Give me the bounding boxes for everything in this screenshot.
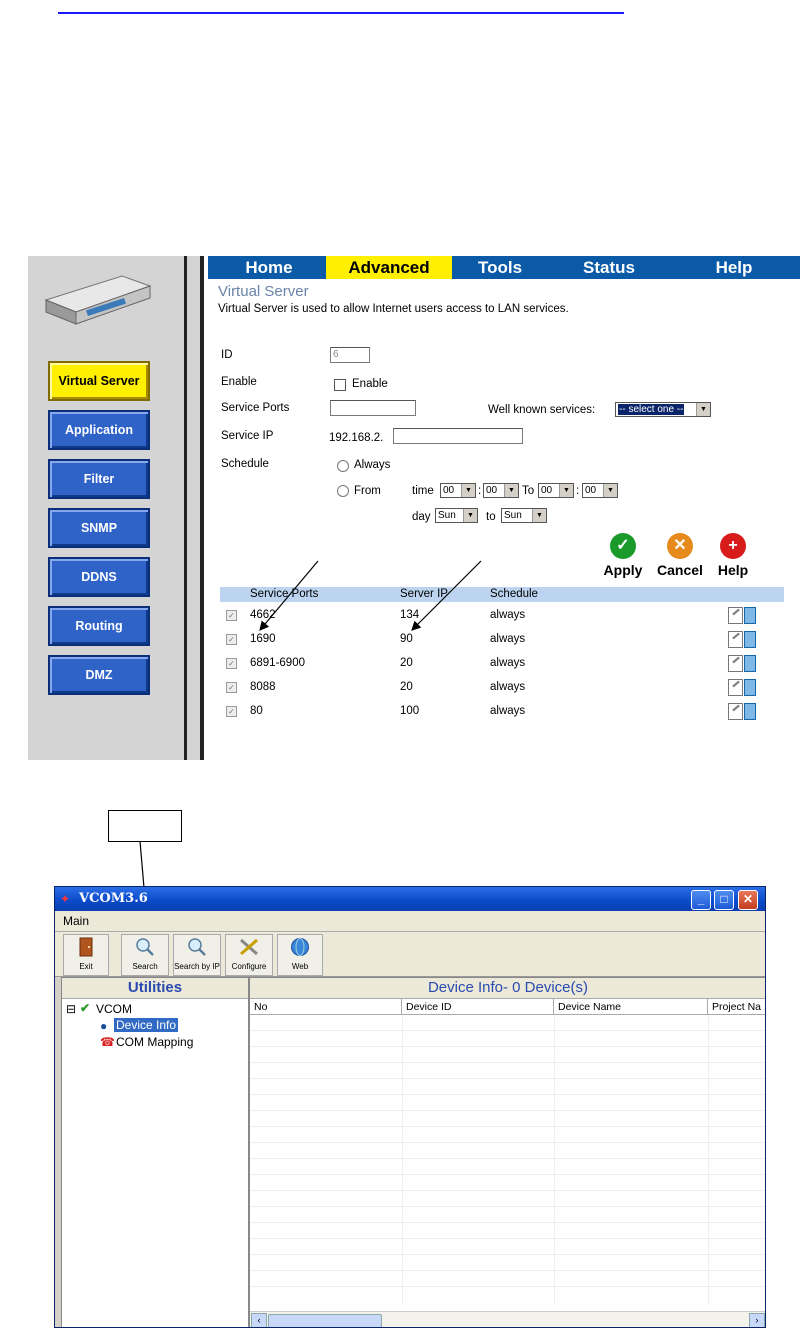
day-to-label: to (486, 511, 496, 523)
nav-snmp-button[interactable]: SNMP (48, 508, 150, 548)
menu-bar (55, 911, 765, 932)
grid-line (250, 1254, 766, 1255)
nav-routing-button[interactable]: Routing (48, 606, 150, 646)
row-port: 8088 (250, 681, 276, 693)
search-icon (134, 937, 156, 957)
grid-line (250, 1062, 766, 1063)
service-ip-label: Service IP (221, 430, 274, 442)
time-to-hour-value: 00 (541, 485, 553, 496)
id-label: ID (221, 349, 233, 361)
schedule-label: Schedule (221, 458, 269, 470)
grid-line (250, 1126, 766, 1127)
row-checkbox[interactable]: ✓ (226, 682, 237, 693)
chevron-down-icon: ▼ (463, 509, 477, 522)
grid-line (250, 1158, 766, 1159)
row-port: 4662 (250, 609, 276, 621)
id-field[interactable]: 6 (330, 347, 370, 363)
web-label: Web (291, 962, 309, 971)
utilities-title: Utilities (62, 978, 248, 999)
chevron-down-icon: ▼ (532, 509, 546, 522)
row-schedule: always (490, 633, 526, 645)
tree-com-mapping[interactable]: COM Mapping (116, 1035, 194, 1049)
nav-application-button[interactable]: Application (48, 410, 150, 450)
nav-filter-button[interactable]: Filter (48, 459, 150, 499)
device-info-pane (249, 977, 766, 1328)
row-ip: 90 (400, 633, 413, 645)
configure-label: Configure (231, 962, 267, 971)
grid-line (250, 1078, 766, 1079)
check-icon: ✓ (610, 533, 636, 559)
vcom-window (54, 886, 766, 1328)
search-by-ip-label: Search by IP (174, 962, 220, 971)
app-icon: ✦ (60, 892, 71, 906)
nav-dmz-button[interactable]: DMZ (48, 655, 150, 695)
cancel-icon: ✕ (667, 533, 693, 559)
row-checkbox[interactable]: ✓ (226, 658, 237, 669)
globe-icon: ● (100, 1019, 108, 1033)
utilities-pane (61, 977, 249, 1328)
grid-line (250, 1238, 766, 1239)
grid-line (250, 1270, 766, 1271)
tab-status[interactable]: Status (583, 258, 635, 277)
to-label: To (522, 485, 535, 497)
well-known-services-value: -- select one -- (619, 404, 684, 415)
grid-line (250, 1110, 766, 1111)
time-from-hour-value: 00 (443, 485, 455, 496)
row-schedule: always (490, 681, 526, 693)
column-device-id[interactable]: Device ID (402, 999, 554, 1015)
grid-line (250, 1222, 766, 1223)
service-ports-label: Service Ports (221, 402, 290, 414)
window-title: VCOM3.6 (79, 891, 148, 906)
from-label: From (354, 485, 381, 497)
tree-root-vcom[interactable]: VCOM (96, 1002, 132, 1016)
tab-home[interactable]: Home (245, 258, 293, 277)
chevron-down-icon: ▼ (696, 403, 710, 416)
row-port: 6891-6900 (250, 657, 305, 669)
page-description: Virtual Server is used to allow Internet users access to LAN services. (218, 303, 569, 315)
nav-ddns-button[interactable]: DDNS (48, 557, 150, 597)
globe-icon (289, 937, 311, 957)
grid-vline (402, 1015, 403, 1305)
apply-label: Apply (603, 562, 643, 578)
plus-icon: + (720, 533, 746, 559)
grid-line (250, 1030, 766, 1031)
row-port: 1690 (250, 633, 276, 645)
tree-collapse-toggle[interactable]: ⊟ (66, 1002, 77, 1016)
row-checkbox[interactable]: ✓ (226, 610, 237, 621)
exit-label: Exit (79, 962, 93, 971)
maximize-button[interactable]: □ (714, 890, 734, 910)
horizontal-scrollbar[interactable] (250, 1311, 766, 1328)
phone-icon: ☎ (100, 1035, 115, 1049)
grid-line (250, 1190, 766, 1191)
toolbar (55, 932, 765, 977)
grid-line (250, 1174, 766, 1175)
column-no[interactable]: No (250, 999, 402, 1015)
title-bar (55, 887, 765, 911)
row-schedule: always (490, 609, 526, 621)
search-by-ip-button[interactable] (173, 934, 221, 976)
row-schedule: always (490, 705, 526, 717)
grid-line (250, 1142, 766, 1143)
grid-line (250, 1286, 766, 1287)
row-checkbox[interactable]: ✓ (226, 634, 237, 645)
chevron-right-icon[interactable]: › (749, 1313, 765, 1328)
cancel-label: Cancel (657, 562, 703, 578)
chevron-down-icon: ▼ (603, 484, 617, 497)
search-button[interactable] (121, 934, 169, 976)
time-to-minute-value: 00 (585, 485, 597, 496)
grid-line (250, 1206, 766, 1207)
web-button[interactable] (277, 934, 323, 976)
grid-line (250, 1046, 766, 1047)
menu-main[interactable]: Main (63, 914, 90, 928)
header-service-ports: Service Ports (250, 588, 319, 600)
enable-label: Enable (221, 376, 257, 388)
grid-vline (708, 1015, 709, 1305)
row-port: 80 (250, 705, 263, 717)
chevron-down-icon: ▼ (461, 484, 475, 497)
day-label: day (412, 511, 431, 523)
exit-button[interactable] (63, 934, 109, 976)
tab-help[interactable]: Help (715, 258, 753, 277)
search-network-icon (186, 937, 208, 957)
minimize-button[interactable]: _ (691, 890, 711, 910)
well-known-services-label: Well known services: (488, 404, 596, 416)
door-icon (75, 937, 97, 957)
time-from-minute-value: 00 (486, 485, 498, 496)
time-label: time (412, 485, 434, 497)
close-button[interactable]: ✕ (738, 890, 758, 910)
enable-checkbox-label: Enable (352, 378, 388, 390)
grid-line (250, 1094, 766, 1095)
tools-icon (238, 937, 260, 957)
row-schedule: always (490, 657, 526, 669)
row-ip: 134 (400, 609, 420, 621)
day-to-value: Sun (504, 510, 522, 521)
page-title: Virtual Server (218, 283, 309, 300)
time-colon: : (478, 485, 482, 497)
header-schedule: Schedule (490, 588, 538, 600)
configure-button[interactable] (225, 934, 273, 976)
tree-device-info[interactable]: Device Info (116, 1018, 177, 1032)
header-server-ip: Server IP (400, 588, 448, 600)
time-colon: : (576, 485, 580, 497)
help-label: Help (717, 562, 749, 578)
search-label: Search (132, 962, 158, 971)
row-ip: 100 (400, 705, 420, 717)
tab-tools[interactable]: Tools (477, 258, 523, 277)
nav-virtual-server-button[interactable]: Virtual Server (48, 361, 150, 401)
check-icon: ✔ (80, 1001, 91, 1015)
row-ip: 20 (400, 681, 413, 693)
chevron-down-icon: ▼ (559, 484, 573, 497)
column-project-name[interactable]: Project Na (708, 999, 766, 1015)
always-label: Always (354, 459, 391, 471)
device-info-title: Device Info- 0 Device(s) (250, 978, 766, 999)
column-device-name[interactable]: Device Name (554, 999, 708, 1015)
chevron-down-icon: ▼ (504, 484, 518, 497)
grid-vline (554, 1015, 555, 1305)
tab-advanced[interactable]: Advanced (326, 256, 452, 279)
service-ip-prefix: 192.168.2. (329, 432, 384, 444)
row-ip: 20 (400, 657, 413, 669)
chevron-left-icon[interactable]: ‹ (251, 1313, 267, 1328)
day-from-value: Sun (438, 510, 456, 521)
row-checkbox[interactable]: ✓ (226, 706, 237, 717)
